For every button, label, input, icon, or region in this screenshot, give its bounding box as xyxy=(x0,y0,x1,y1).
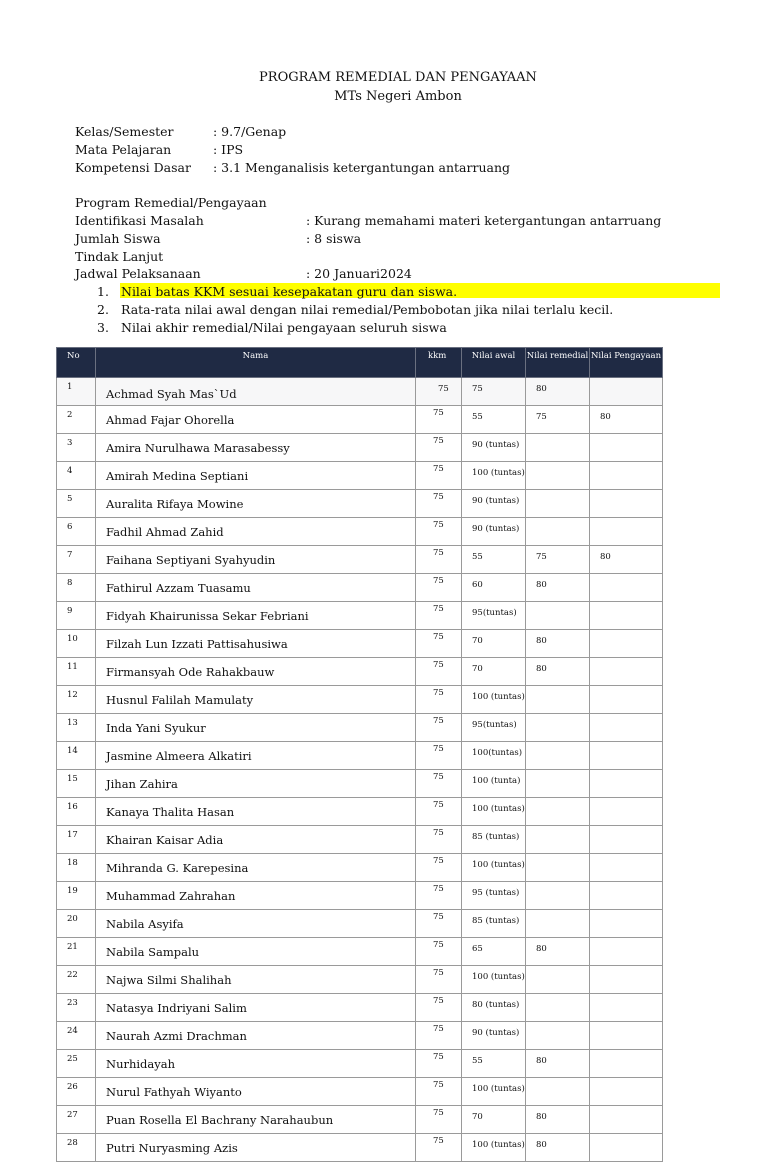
header-nama: Nama xyxy=(96,348,416,378)
table-row xyxy=(57,826,663,854)
cell-no: 28 xyxy=(57,1134,96,1162)
cell-nama: Husnul Falilah Mamulaty xyxy=(96,686,416,714)
cell-no: 5 xyxy=(57,490,96,518)
cell-nilai-awal: 70 xyxy=(462,630,526,658)
cell-nilai-awal: 55 xyxy=(462,406,526,434)
header-nilai-pengayaan: Nilai Pengayaan xyxy=(590,348,663,378)
table-row xyxy=(57,1106,663,1134)
cell-nilai-remedial: 80 xyxy=(526,1106,590,1134)
cell-nilai-pengayaan xyxy=(590,686,663,714)
cell-nilai-pengayaan xyxy=(590,1106,663,1134)
cell-kkm: 75 xyxy=(416,462,462,490)
cell-nilai-remedial: 80 xyxy=(526,630,590,658)
cell-nilai-awal: 95 (tuntas) xyxy=(462,882,526,910)
list-text: Nilai batas KKM sesuai kesepakatan guru dan siswa. xyxy=(121,284,458,299)
cell-nilai-remedial: 75 xyxy=(526,546,590,574)
cell-nilai-remedial xyxy=(526,826,590,854)
list-item xyxy=(97,302,613,317)
table-row xyxy=(57,630,663,658)
cell-nilai-pengayaan xyxy=(590,490,663,518)
table-row xyxy=(57,770,663,798)
cell-no: 3 xyxy=(57,434,96,462)
grades-table xyxy=(56,347,663,1162)
cell-kkm: 75 xyxy=(416,490,462,518)
table-row xyxy=(57,714,663,742)
cell-kkm: 75 xyxy=(416,378,462,406)
table-row xyxy=(57,462,663,490)
cell-kkm: 75 xyxy=(416,714,462,742)
cell-nilai-remedial xyxy=(526,518,590,546)
cell-no: 4 xyxy=(57,462,96,490)
cell-nama: Fidyah Khairunissa Sekar Febriani xyxy=(96,602,416,630)
meta-row-competency xyxy=(75,160,510,175)
cell-kkm: 75 xyxy=(416,854,462,882)
cell-nilai-remedial: 80 xyxy=(526,938,590,966)
meta-label: Kompetensi Dasar xyxy=(75,160,191,175)
program-heading: Program Remedial/Pengayaan xyxy=(75,195,267,210)
cell-no: 21 xyxy=(57,938,96,966)
cell-nilai-awal: 100 (tuntas) xyxy=(462,1134,526,1162)
cell-nilai-awal: 90 (tuntas) xyxy=(462,434,526,462)
cell-no: 23 xyxy=(57,994,96,1022)
cell-no: 12 xyxy=(57,686,96,714)
table-row xyxy=(57,798,663,826)
table-header-row xyxy=(57,348,663,378)
cell-no: 22 xyxy=(57,966,96,994)
cell-kkm: 75 xyxy=(416,406,462,434)
cell-nilai-awal: 100 (tuntas) xyxy=(462,1078,526,1106)
cell-no: 2 xyxy=(57,406,96,434)
cell-nilai-remedial xyxy=(526,434,590,462)
cell-nama: Achmad Syah Mas`Ud xyxy=(96,378,416,406)
cell-nama: Faihana Septiyani Syahyudin xyxy=(96,546,416,574)
cell-kkm: 75 xyxy=(416,770,462,798)
meta-row-class xyxy=(75,124,287,139)
cell-no: 15 xyxy=(57,770,96,798)
cell-nilai-remedial xyxy=(526,1078,590,1106)
cell-kkm: 75 xyxy=(416,938,462,966)
cell-nilai-pengayaan xyxy=(590,938,663,966)
cell-no: 18 xyxy=(57,854,96,882)
cell-nilai-pengayaan xyxy=(590,378,663,406)
cell-nama: Puan Rosella El Bachrany Narahaubun xyxy=(96,1106,416,1134)
table-row xyxy=(57,574,663,602)
table-row xyxy=(57,1134,663,1162)
cell-nilai-awal: 100 (tuntas) xyxy=(462,462,526,490)
table-row xyxy=(57,854,663,882)
cell-nilai-pengayaan xyxy=(590,910,663,938)
cell-kkm: 75 xyxy=(416,742,462,770)
cell-nilai-pengayaan xyxy=(590,714,663,742)
header-nilai-awal: Nilai awal xyxy=(462,348,526,378)
cell-no: 20 xyxy=(57,910,96,938)
cell-kkm: 75 xyxy=(416,1078,462,1106)
cell-nilai-remedial xyxy=(526,994,590,1022)
meta-label: Mata Pelajaran xyxy=(75,142,172,157)
cell-nilai-pengayaan xyxy=(590,658,663,686)
cell-nilai-awal: 100 (tunta) xyxy=(462,770,526,798)
school-name: MTs Negeri Ambon xyxy=(334,89,462,104)
program-row-students xyxy=(75,231,362,246)
cell-nilai-pengayaan xyxy=(590,742,663,770)
cell-nilai-awal: 90 (tuntas) xyxy=(462,518,526,546)
cell-nilai-remedial xyxy=(526,602,590,630)
cell-nilai-remedial xyxy=(526,742,590,770)
program-value: : 8 siswa xyxy=(306,231,362,246)
list-number: 3. xyxy=(97,320,109,335)
list-item xyxy=(97,284,457,299)
cell-nama: Nabila Asyifa xyxy=(96,910,416,938)
program-row-followup xyxy=(75,249,163,264)
cell-nilai-awal: 100 (tuntas) xyxy=(462,854,526,882)
cell-nama: Ahmad Fajar Ohorella xyxy=(96,406,416,434)
cell-kkm: 75 xyxy=(416,518,462,546)
cell-nilai-pengayaan xyxy=(590,602,663,630)
cell-nilai-awal: 80 (tuntas) xyxy=(462,994,526,1022)
cell-nama: Khairan Kaisar Adia xyxy=(96,826,416,854)
cell-nilai-awal: 90 (tuntas) xyxy=(462,1022,526,1050)
cell-nama: Fathirul Azzam Tuasamu xyxy=(96,574,416,602)
table-row xyxy=(57,658,663,686)
cell-nilai-remedial xyxy=(526,462,590,490)
cell-no: 17 xyxy=(57,826,96,854)
cell-nama: Nurul Fathyah Wiyanto xyxy=(96,1078,416,1106)
cell-nilai-pengayaan xyxy=(590,882,663,910)
cell-nilai-pengayaan: 80 xyxy=(590,546,663,574)
meta-row-subject xyxy=(75,142,244,157)
table-row xyxy=(57,938,663,966)
cell-no: 7 xyxy=(57,546,96,574)
cell-kkm: 75 xyxy=(416,630,462,658)
cell-kkm: 75 xyxy=(416,1106,462,1134)
cell-no: 9 xyxy=(57,602,96,630)
cell-nilai-awal: 75 xyxy=(462,378,526,406)
cell-nilai-awal: 95(tuntas) xyxy=(462,714,526,742)
cell-nilai-pengayaan xyxy=(590,462,663,490)
program-row-schedule xyxy=(75,266,412,281)
cell-kkm: 75 xyxy=(416,1050,462,1078)
program-label: Tindak Lanjut xyxy=(75,249,164,264)
table-row xyxy=(57,994,663,1022)
cell-nilai-awal: 100 (tuntas) xyxy=(462,798,526,826)
cell-kkm: 75 xyxy=(416,826,462,854)
cell-no: 1 xyxy=(57,378,96,406)
cell-kkm: 75 xyxy=(416,1134,462,1162)
header-nilai-remedial: Nilai remedial xyxy=(526,348,590,378)
cell-nilai-pengayaan xyxy=(590,630,663,658)
cell-nama: Amirah Medina Septiani xyxy=(96,462,416,490)
cell-nama: Amira Nurulhawa Marasabessy xyxy=(96,434,416,462)
cell-nama: Najwa Silmi Shalihah xyxy=(96,966,416,994)
table-row xyxy=(57,1022,663,1050)
cell-nilai-remedial xyxy=(526,714,590,742)
cell-nilai-awal: 70 xyxy=(462,658,526,686)
list-text: Rata-rata nilai awal dengan nilai remedial/Pembobotan jika nilai terlalu kecil. xyxy=(121,302,614,317)
cell-nilai-pengayaan: 80 xyxy=(590,406,663,434)
cell-nilai-remedial xyxy=(526,854,590,882)
cell-nama: Filzah Lun Izzati Pattisahusiwa xyxy=(96,630,416,658)
cell-nama: Muhammad Zahrahan xyxy=(96,882,416,910)
cell-nama: Jasmine Almeera Alkatiri xyxy=(96,742,416,770)
table-row xyxy=(57,546,663,574)
table-row xyxy=(57,378,663,406)
table-row xyxy=(57,518,663,546)
cell-nilai-pengayaan xyxy=(590,798,663,826)
cell-nilai-remedial xyxy=(526,770,590,798)
table-row xyxy=(57,490,663,518)
cell-nilai-remedial xyxy=(526,1022,590,1050)
cell-nilai-awal: 100(tuntas) xyxy=(462,742,526,770)
header-no: No xyxy=(57,348,96,378)
cell-no: 25 xyxy=(57,1050,96,1078)
program-label: Jumlah Siswa xyxy=(75,231,161,246)
table-row xyxy=(57,910,663,938)
cell-kkm: 75 xyxy=(416,882,462,910)
table-row xyxy=(57,434,663,462)
table-row xyxy=(57,406,663,434)
meta-label: Kelas/Semester xyxy=(75,124,174,139)
cell-kkm: 75 xyxy=(416,994,462,1022)
table-row xyxy=(57,966,663,994)
cell-kkm: 75 xyxy=(416,434,462,462)
cell-no: 8 xyxy=(57,574,96,602)
cell-no: 16 xyxy=(57,798,96,826)
cell-nilai-pengayaan xyxy=(590,574,663,602)
cell-nilai-pengayaan xyxy=(590,518,663,546)
cell-kkm: 75 xyxy=(416,686,462,714)
cell-no: 26 xyxy=(57,1078,96,1106)
cell-no: 6 xyxy=(57,518,96,546)
cell-nilai-pengayaan xyxy=(590,1078,663,1106)
cell-no: 13 xyxy=(57,714,96,742)
cell-nilai-remedial: 75 xyxy=(526,406,590,434)
document-title: PROGRAM REMEDIAL DAN PENGAYAAN xyxy=(259,70,537,85)
meta-value: : 9.7/Genap xyxy=(213,124,287,139)
cell-kkm: 75 xyxy=(416,798,462,826)
cell-nilai-awal: 65 xyxy=(462,938,526,966)
cell-no: 19 xyxy=(57,882,96,910)
cell-nama: Firmansyah Ode Rahakbauw xyxy=(96,658,416,686)
cell-nilai-awal: 70 xyxy=(462,1106,526,1134)
cell-nilai-remedial xyxy=(526,966,590,994)
cell-nama: Auralita Rifaya Mowine xyxy=(96,490,416,518)
table-body xyxy=(57,378,663,1162)
cell-nama: Inda Yani Syukur xyxy=(96,714,416,742)
table-row xyxy=(57,742,663,770)
table-row xyxy=(57,1050,663,1078)
cell-nilai-pengayaan xyxy=(590,826,663,854)
list-item xyxy=(97,320,447,335)
cell-nilai-awal: 100 (tuntas) xyxy=(462,966,526,994)
cell-nama: Putri Nuryasming Azis xyxy=(96,1134,416,1162)
cell-no: 14 xyxy=(57,742,96,770)
cell-nilai-awal: 60 xyxy=(462,574,526,602)
program-value: : 20 Januari2024 xyxy=(306,266,412,281)
cell-no: 24 xyxy=(57,1022,96,1050)
cell-nilai-awal: 100 (tuntas) xyxy=(462,686,526,714)
cell-kkm: 75 xyxy=(416,602,462,630)
program-row-problem xyxy=(75,213,662,228)
cell-nilai-awal: 55 xyxy=(462,546,526,574)
cell-nama: Naurah Azmi Drachman xyxy=(96,1022,416,1050)
cell-nilai-pengayaan xyxy=(590,854,663,882)
table-row xyxy=(57,602,663,630)
list-number: 2. xyxy=(97,302,109,317)
cell-nilai-pengayaan xyxy=(590,994,663,1022)
cell-nama: Nurhidayah xyxy=(96,1050,416,1078)
cell-nilai-pengayaan xyxy=(590,434,663,462)
cell-nilai-pengayaan xyxy=(590,770,663,798)
cell-nilai-remedial xyxy=(526,490,590,518)
cell-nilai-remedial xyxy=(526,686,590,714)
cell-no: 27 xyxy=(57,1106,96,1134)
cell-nilai-remedial xyxy=(526,910,590,938)
cell-nilai-awal: 85 (tuntas) xyxy=(462,910,526,938)
cell-nilai-awal: 90 (tuntas) xyxy=(462,490,526,518)
cell-nilai-pengayaan xyxy=(590,1134,663,1162)
program-value: : Kurang memahami materi ketergantungan antarruang xyxy=(306,213,662,228)
cell-nilai-pengayaan xyxy=(590,1022,663,1050)
cell-nilai-pengayaan xyxy=(590,966,663,994)
table-row xyxy=(57,686,663,714)
cell-nama: Mihranda G. Karepesina xyxy=(96,854,416,882)
header-kkm: kkm xyxy=(416,348,462,378)
cell-nilai-remedial: 80 xyxy=(526,378,590,406)
program-label: Jadwal Pelaksanaan xyxy=(75,266,201,281)
cell-nilai-remedial: 80 xyxy=(526,574,590,602)
cell-kkm: 75 xyxy=(416,658,462,686)
cell-nilai-awal: 55 xyxy=(462,1050,526,1078)
cell-nilai-remedial xyxy=(526,798,590,826)
meta-value: : IPS xyxy=(213,142,244,157)
cell-nama: Natasya Indriyani Salim xyxy=(96,994,416,1022)
table-row xyxy=(57,1078,663,1106)
cell-kkm: 75 xyxy=(416,1022,462,1050)
cell-no: 10 xyxy=(57,630,96,658)
cell-nama: Nabila Sampalu xyxy=(96,938,416,966)
list-text: Nilai akhir remedial/Nilai pengayaan seluruh siswa xyxy=(121,320,447,335)
cell-nilai-remedial xyxy=(526,882,590,910)
cell-nilai-awal: 85 (tuntas) xyxy=(462,826,526,854)
cell-nilai-remedial: 80 xyxy=(526,1050,590,1078)
cell-nilai-awal: 95(tuntas) xyxy=(462,602,526,630)
table-row xyxy=(57,882,663,910)
cell-nama: Jihan Zahira xyxy=(96,770,416,798)
cell-kkm: 75 xyxy=(416,910,462,938)
cell-nama: Fadhil Ahmad Zahid xyxy=(96,518,416,546)
cell-kkm: 75 xyxy=(416,966,462,994)
cell-kkm: 75 xyxy=(416,574,462,602)
list-number: 1. xyxy=(97,284,109,299)
cell-no: 11 xyxy=(57,658,96,686)
cell-nilai-pengayaan xyxy=(590,1050,663,1078)
cell-nilai-remedial: 80 xyxy=(526,1134,590,1162)
meta-value: : 3.1 Menganalisis ketergantungan antarruang xyxy=(213,160,510,175)
cell-kkm: 75 xyxy=(416,546,462,574)
cell-nama: Kanaya Thalita Hasan xyxy=(96,798,416,826)
program-label: Identifikasi Masalah xyxy=(75,213,204,228)
cell-nilai-remedial: 80 xyxy=(526,658,590,686)
